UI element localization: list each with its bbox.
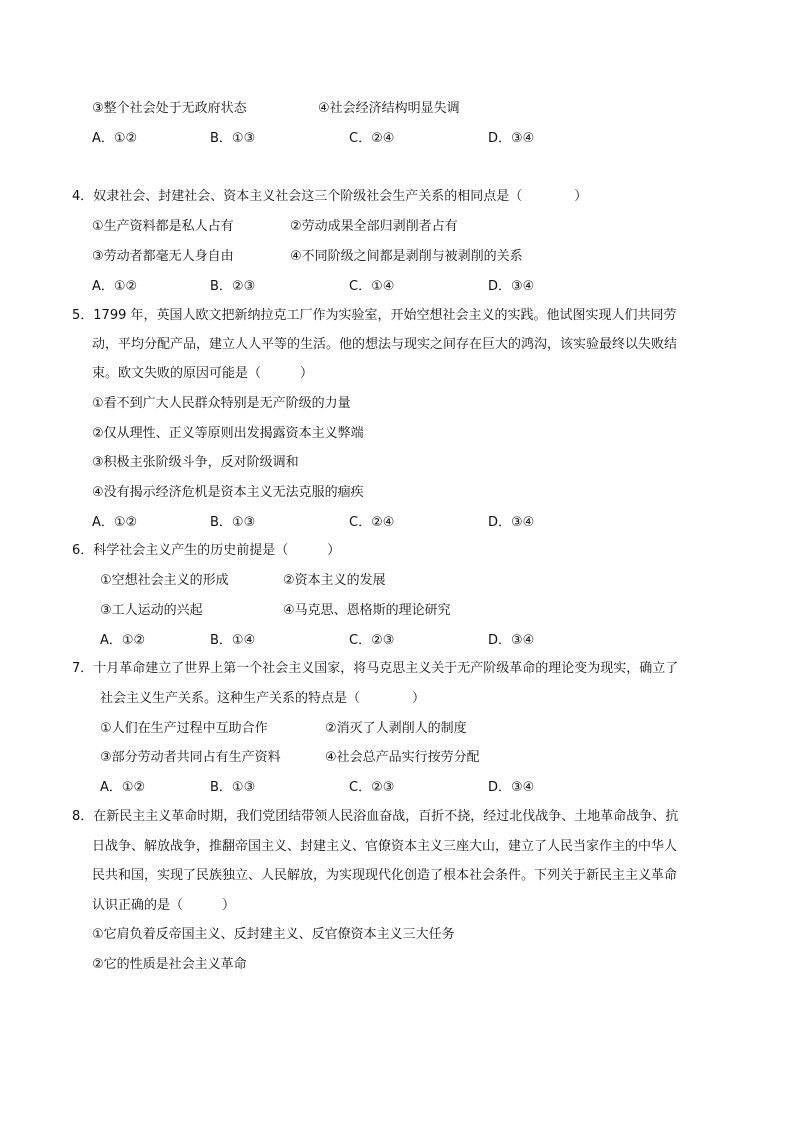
q5-answer-b: B．①③: [210, 515, 256, 530]
q4-option-2: ②劳动成果全部归剥削者占有: [290, 219, 458, 234]
q3-answer-b: B．①③: [210, 131, 256, 146]
q5-option-1: ①看不到广大人民群众特别是无产阶级的力量: [92, 396, 351, 411]
q4-option-3: ③劳动者都毫无人身自由: [92, 249, 234, 264]
q5-stem-line-1: 5．1799 年，英国人欧文把新纳拉克工厂作为实验室，开始空想社会主义的实践。他试图实现人们共同劳: [72, 308, 677, 323]
q7-stem-line-1: 7．十月革命建立了世界上第一个社会主义国家，将马克思主义关于无产阶级革命的理论变为现实，确立了: [72, 661, 679, 676]
q8-stem-line-1: 8．在新民主主义革命时期，我们党团结带领人民浴血奋战，百折不挠，经过北伐战争、土地革命战争、抗: [72, 809, 679, 824]
q4-answer-a: A．①②: [92, 279, 138, 294]
q6-answer-c: C．②③: [349, 633, 395, 648]
q5-option-4: ④没有揭示经济危机是资本主义无法克服的痼疾: [92, 485, 364, 500]
q3-answer-a: A．①②: [92, 131, 138, 146]
q6-answer-d: D．③④: [488, 633, 535, 648]
q7-answer-d: D．③④: [488, 780, 535, 795]
q7-stem-line-2: 社会主义生产关系。这种生产关系的特点是（ ）: [100, 691, 426, 706]
q4-answer-d: D．③④: [488, 279, 535, 294]
q7-option-3: ③部分劳动者共同占有生产资料: [100, 750, 281, 765]
q3-answer-d: D．③④: [488, 131, 535, 146]
q6-option-4: ④马克思、恩格斯的理论研究: [283, 603, 451, 618]
q4-stem: 4．奴隶社会、封建社会、资本主义社会这三个阶级社会生产关系的相同点是（ ）: [72, 189, 588, 204]
q7-option-2: ②消灭了人剥削人的制度: [325, 721, 467, 736]
q5-answer-d: D．③④: [488, 515, 535, 530]
q6-stem: 6．科学社会主义产生的历史前提是（ ）: [72, 543, 341, 558]
q7-answer-b: B．①③: [210, 780, 256, 795]
q8-option-2: ②它的性质是社会主义革命: [92, 957, 247, 972]
q7-option-1: ①人们在生产过程中互助合作: [100, 721, 268, 736]
q4-option-1: ①生产资料都是私人占有: [92, 219, 234, 234]
q7-answer-a: A．①②: [100, 780, 146, 795]
q5-answer-a: A．①②: [92, 515, 138, 530]
q7-answer-c: C．②③: [349, 780, 395, 795]
q8-stem-line-4: 认识正确的是（ ）: [92, 898, 236, 913]
q5-stem-line-2: 动，平均分配产品，建立人人平等的生活。他的想法与现实之间存在巨大的鸿沟，该实验最终以失败结: [92, 337, 678, 352]
q4-answer-b: B．②③: [210, 279, 256, 294]
q4-answer-c: C．①④: [349, 279, 395, 294]
q3-answer-c: C．②④: [349, 131, 395, 146]
q6-answer-a: A．①②: [100, 633, 146, 648]
q3-option-4: ④社会经济结构明显失调: [318, 101, 460, 116]
q5-stem-line-3: 束。欧文失败的原因可能是（ ）: [92, 366, 314, 381]
q4-option-4: ④不同阶级之间都是剥削与被剥削的关系: [290, 249, 523, 264]
q8-option-1: ①它肩负着反帝国主义、反封建主义、反官僚资本主义三大任务: [92, 927, 455, 942]
q6-option-1: ①空想社会主义的形成: [100, 573, 229, 588]
q3-option-3: ③整个社会处于无政府状态: [92, 101, 247, 116]
q5-option-3: ③积极主张阶级斗争，反对阶级调和: [92, 455, 299, 470]
q5-option-2: ②仅从理性、正义等原则出发揭露资本主义弊端: [92, 426, 364, 441]
q7-option-4: ④社会总产品实行按劳分配: [325, 750, 480, 765]
q6-option-2: ②资本主义的发展: [283, 573, 386, 588]
q6-option-3: ③工人运动的兴起: [100, 603, 203, 618]
q8-stem-line-3: 民共和国，实现了民族独立、人民解放，为实现现代化创造了根本社会条件。下列关于新民主主义革命: [92, 868, 678, 883]
q8-stem-line-2: 日战争、解放战争，推翻帝国主义、封建主义、官僚资本主义三座大山，建立了人民当家作主的中华人: [92, 839, 678, 854]
q5-answer-c: C．②④: [349, 515, 395, 530]
q6-answer-b: B．①④: [210, 633, 256, 648]
